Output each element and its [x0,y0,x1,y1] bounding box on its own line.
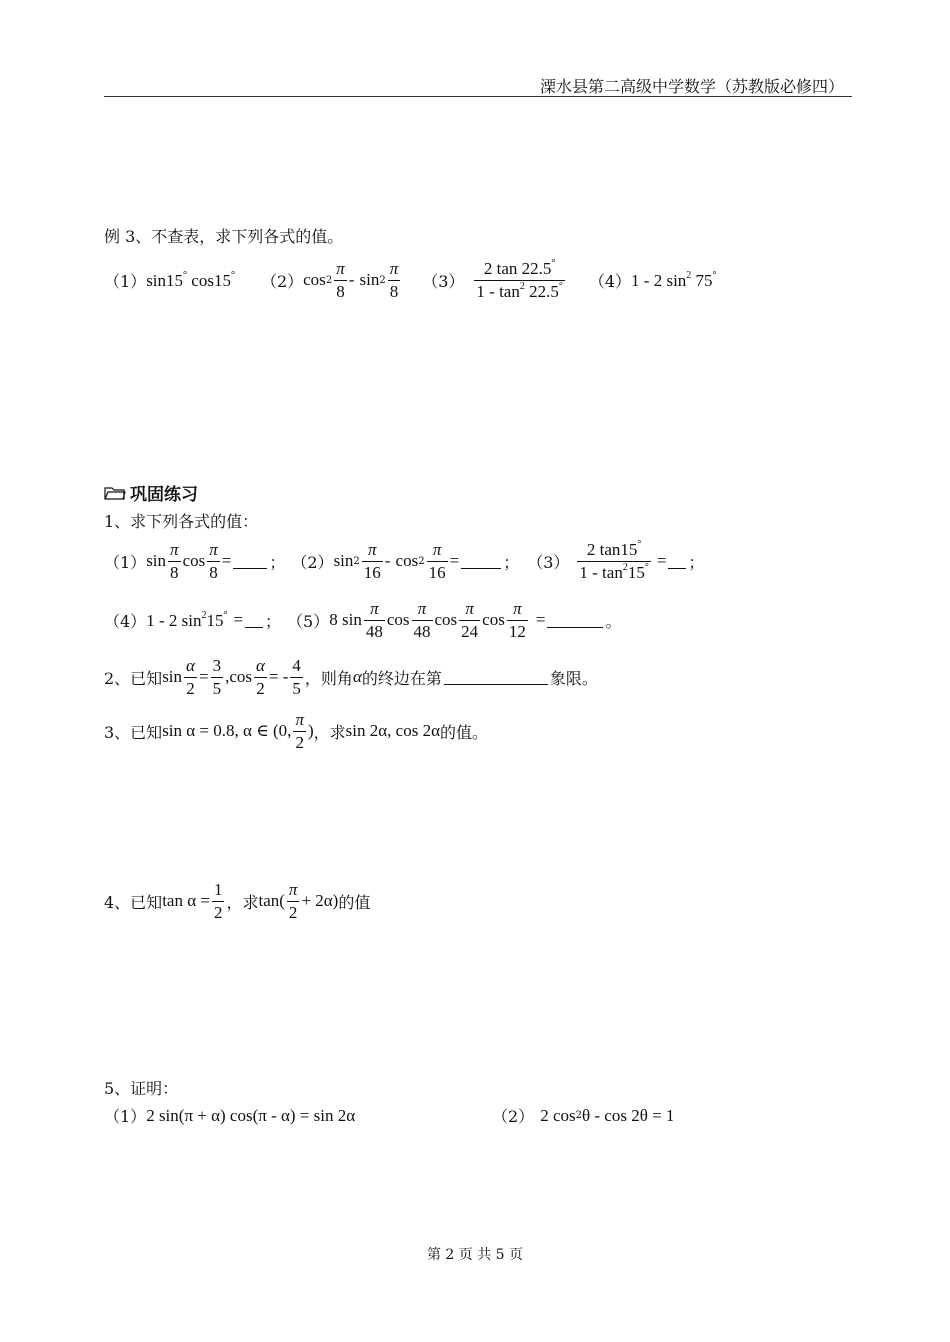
question-1: 1、求下列各式的值： [104,512,259,531]
question-5-part2: （2） 2 cos 2 θ - cos 2θ = 1 [492,1105,675,1126]
item-number: （1） [104,271,147,291]
fraction: π 8 [170,540,179,582]
page-footer: 第 2 页 共 5 页 [426,1247,524,1263]
example3-title: 例 3、不查表，求下列各式的值。 [104,227,344,246]
question-5: 5、证明： [104,1079,179,1098]
answer-blank[interactable] [444,670,548,685]
fraction: $\frac{3}{5}$ [212,656,222,698]
math-expr: 1 - 2 $\sin^2 75^\circ$ [631,269,717,290]
fraction: 4 5 [292,656,301,698]
fraction: $\frac{\pi}{12}$ [508,599,526,641]
item-number: （3） [527,552,570,572]
math-expr: 1 - 2 $\sin^215^\circ$ [146,609,228,630]
fraction: π 8 [389,259,399,301]
answer-blank[interactable] [547,613,603,628]
fraction: π 48 [413,599,431,641]
question-5-part1: （1） 2 sin(π + α) cos(π - α) = sin 2α [104,1105,356,1126]
fraction: π 16 [363,540,381,582]
fraction: π 2 [295,710,304,752]
fraction: $\frac{\alpha}{2}$ [255,656,265,698]
fraction: π 2 [288,880,298,922]
header-rule [104,96,852,97]
answer-blank[interactable] [245,613,263,628]
answer-blank[interactable] [668,554,686,569]
fraction: $\frac{1}{2}$ [213,880,223,922]
item-number: （1） [104,552,147,572]
item-number: （3） [422,271,465,291]
example3-items: （1） sin15° cos15° （2） cos 2 π 8 - sin 2 π 8 （3） 2 tan 22.5° $1 - \tan^2 22.5^\circ$ （4） 1 - 2 $\sin^2 75^\circ$ [104,258,717,301]
practice-heading: 巩固练习 [104,480,198,505]
fraction: π 48 [365,599,383,641]
fraction: π 24 [461,599,479,641]
fraction: $\frac{\pi}{16}$ [428,540,446,582]
math-expr: sin15° cos15° [146,269,235,290]
fraction: $\frac{\pi}{8}$ [209,540,218,582]
fraction: $\frac{\alpha}{2}$ [186,656,195,698]
folder-icon [104,486,126,500]
answer-blank[interactable] [233,554,267,569]
question-3: 3、已知 sin α = 0.8, α ∈ (0, π 2 ) ，求 sin 2α, cos 2α 的值。 [104,710,488,752]
page-header: 溧水县第二高级中学数学（苏教版必修四） [540,77,845,96]
fraction: $\frac{2 \tan 15^\circ}{1 - \tan^215^\circ}$ [579,539,649,582]
question-2: 2、已知 sin $\frac{\alpha}{2}$ = $\frac{3}{5}$ , cos $\frac{\alpha}{2}$ = - 4 5 ，则角 α 的终边在第 象限。 [104,656,598,698]
fraction: π 8 [336,259,345,301]
item-number: （5） [287,611,330,631]
question-1-row1: （1） sin π 8 cos $\frac{\pi}{8}$ = ； （2） sin 2 π 16 - cos 2 $\frac{\pi}{16}$ = ； （3） $\frac{2 \tan 15^\circ}{1 - \tan^215^\circ}$ = ； [104,539,705,582]
item-number: （4） [104,611,147,631]
item-number: （2） [260,271,304,291]
answer-blank[interactable] [461,554,501,569]
fraction: 2 tan 22.5° $1 - \tan^2 22.5^\circ$ [476,258,563,301]
item-number: （2） [291,552,334,572]
question-4: 4、已知 tan α = $\frac{1}{2}$ ，求 tan( π 2 + 2α) 的值 [104,880,371,922]
item-number: （4） [588,271,632,291]
question-1-row2: （4） 1 - 2 $\sin^215^\circ$ = ； （5） 8 sin π 48 cos π 48 cos π 24 cos $\frac{\pi}{12}$ = 。 [104,599,622,641]
